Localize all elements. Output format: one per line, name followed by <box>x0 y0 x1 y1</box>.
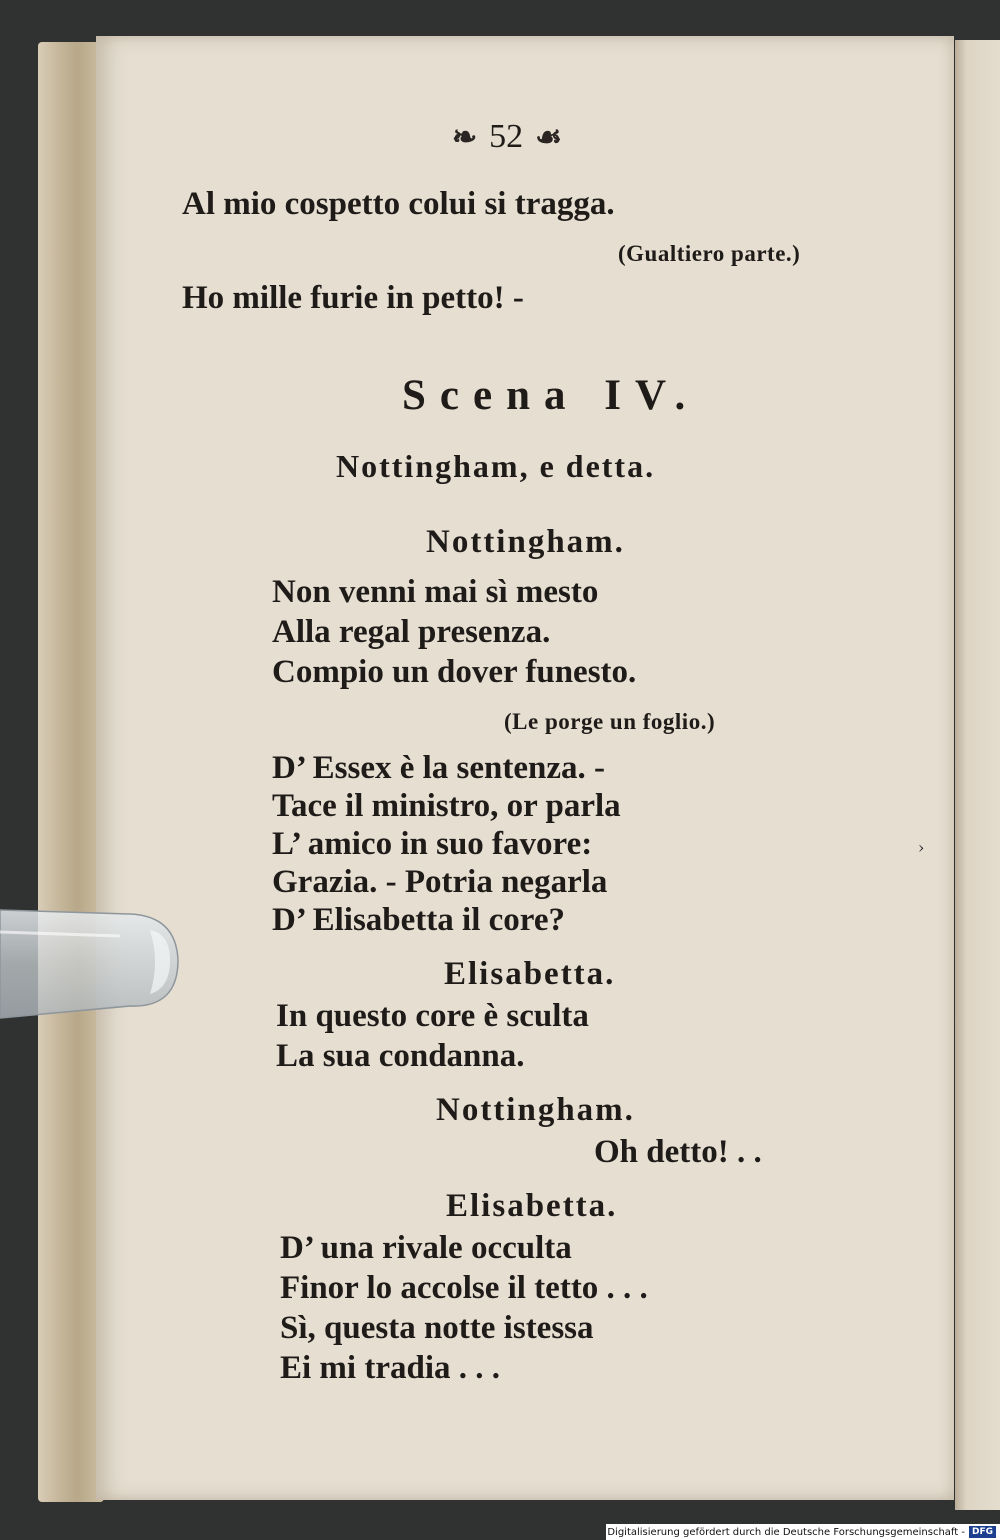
verse-line: In questo core è sculta <box>276 998 589 1034</box>
scene-heading: Scena IV. <box>402 372 700 419</box>
verse-line: Non venni mai sì mesto <box>272 574 599 610</box>
verse-line: Finor lo accolse il tetto . . . <box>280 1270 648 1306</box>
margin-mark: › <box>918 838 925 857</box>
verse-line: Sì, questa notte istessa <box>280 1310 594 1346</box>
page-clip-icon <box>0 902 182 1022</box>
verse-line: Alla regal presenza. <box>272 614 551 650</box>
verse-line: Tace il ministro, or parla <box>272 788 621 824</box>
digitization-credit <box>606 1524 1000 1540</box>
scene-persons: Nottingham, e detta. <box>336 448 656 484</box>
dfg-logo: DFG <box>969 1526 996 1538</box>
verse-line: Compio un dover funesto. <box>272 654 637 690</box>
ornament-left-icon: ❧ <box>452 121 478 154</box>
speaker-name: Elisabetta. <box>444 956 616 992</box>
verse-line: L’ amico in suo favore: <box>272 826 593 862</box>
verse-line: Ei mi tradia . . . <box>280 1350 500 1386</box>
ornament-right-icon: ☙ <box>535 121 563 154</box>
speaker-name: Nottingham. <box>436 1092 635 1128</box>
stage-direction: (Le porge un foglio.) <box>504 709 716 734</box>
verse-line: D’ Essex è la sentenza. - <box>272 750 605 786</box>
speaker-name: Nottingham. <box>426 524 625 560</box>
speaker-name: Elisabetta. <box>446 1188 618 1224</box>
verse-line: D’ una rivale occulta <box>280 1230 572 1266</box>
verse-line: Ho mille furie in petto! - <box>182 280 524 316</box>
page-header <box>452 120 562 154</box>
verse-line: La sua condanna. <box>276 1038 525 1074</box>
page-stack-edge <box>38 42 104 1502</box>
verse-line: Grazia. - Potria negarla <box>272 864 608 900</box>
facing-page-edge <box>955 40 1000 1510</box>
verse-line: Oh detto! . . <box>594 1134 762 1170</box>
page-number: 52 <box>489 118 524 155</box>
verse-line: D’ Elisabetta il core? <box>272 902 565 938</box>
stage-direction: (Gualtiero parte.) <box>618 241 801 266</box>
book-page <box>96 36 954 1500</box>
verse-line: Al mio cospetto colui si tragga. <box>182 186 615 222</box>
credit-text: Digitalisierung gefördert durch die Deutsche Forschungsgemeinschaft - <box>607 1526 965 1538</box>
